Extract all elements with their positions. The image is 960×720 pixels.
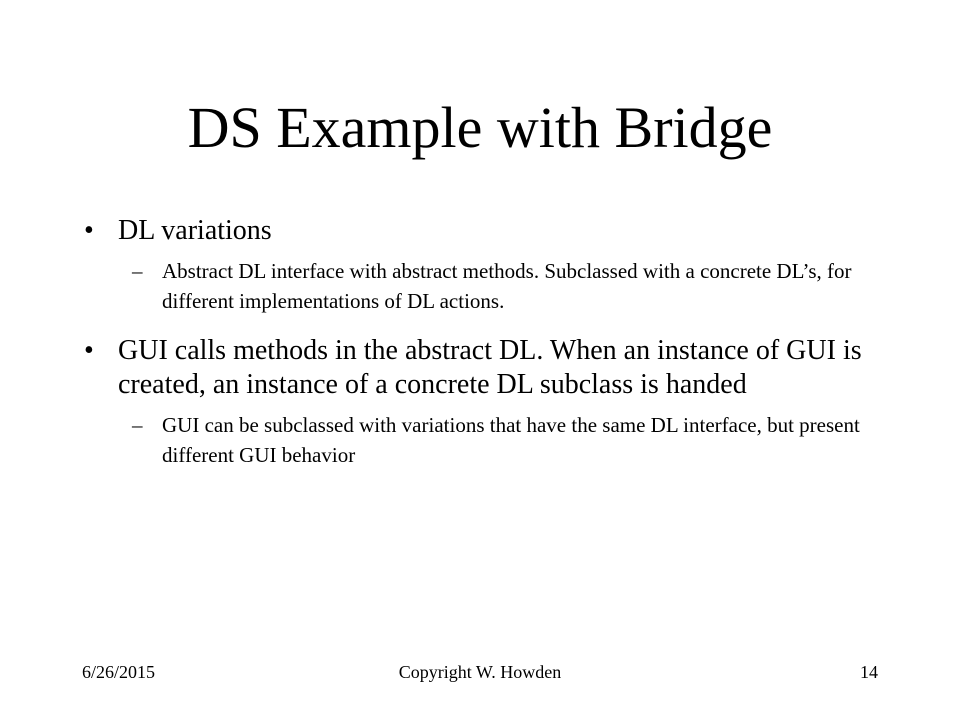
- bullet-mark: •: [84, 335, 94, 366]
- slide-title: DS Example with Bridge: [187, 95, 773, 160]
- bullet-text: GUI calls methods in the abstract DL. When an instance of GUI is created, an instance of a concrete DL subclass is handed: [118, 335, 862, 400]
- bullet-item: [84, 214, 884, 316]
- footer-date: 6/26/2015: [82, 662, 156, 682]
- sub-bullet-text: GUI can be subclassed with variations that have the same DL interface, but present different GUI behavior: [162, 413, 860, 467]
- footer-page-number: 14: [860, 662, 878, 682]
- sub-bullet-item: [84, 410, 884, 470]
- footer-copyright: Copyright W. Howden: [398, 662, 562, 682]
- bullet-text: DL variations: [118, 215, 272, 246]
- bullet-item: [84, 334, 884, 470]
- slide-body: [84, 214, 884, 488]
- sub-bullet-mark: –: [132, 259, 143, 283]
- sub-bullet-item: [84, 256, 884, 316]
- bullet-mark: •: [84, 215, 94, 246]
- sub-bullet-mark: –: [132, 413, 143, 437]
- sub-bullet-text: Abstract DL interface with abstract methods. Subclassed with a concrete DL’s, for different implementations of DL actions.: [162, 259, 852, 313]
